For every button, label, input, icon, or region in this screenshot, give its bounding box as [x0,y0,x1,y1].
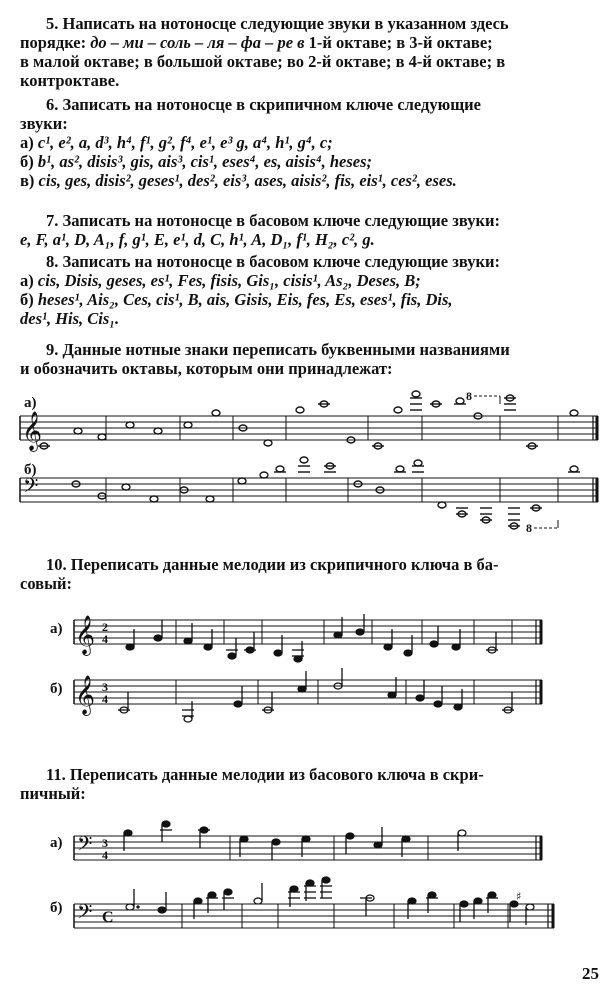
ex8-line1: 8. Записать на нотоносце в басовом ключе следующие звуки: [46,252,500,271]
ex11-label-a: а) [50,835,63,851]
ex9-staff-b [18,464,608,534]
treble-clef-icon: 𝄞 [75,615,96,655]
ex10-time-top-a: 2 [102,620,108,634]
ex11-staff-a [72,822,552,882]
exercise-11 [20,765,605,803]
bass-clef-icon: 𝄢 [77,832,93,860]
ex9-staff-a [18,389,608,458]
ex10-staff-a [72,612,552,672]
bass-clef-icon: 𝄢 [23,474,39,502]
bass-clef-icon: 𝄢 [77,900,93,928]
ex9-label-a: а) [24,395,37,411]
sharp-icon: ♯ [516,890,522,903]
ex6-item-c: в) cis, ges, disis², geses¹, des², eis³, ases, aisis², fis, eis¹, ces², eses. [20,171,457,190]
ex5-line2: порядке: до – ми – соль – ля – фа – ре в 1-й октаве; в 3-й октаве; [20,33,493,52]
ex9-line2: и обозначить октавы, которым они принадлежат: [20,359,393,378]
ex11-label-b: б) [50,900,63,916]
exercise-7 [20,211,605,249]
ex11-time-top-a: 3 [102,836,108,850]
page-number: 25 [582,964,599,983]
ex8-item-b-cont: des¹, His, Cis₁. [20,309,120,328]
ex7-line1: 7. Записать на нотоносце в басовом ключе следующие звуки: [46,211,500,230]
ex11-staff-b [72,882,562,946]
ex8-item-a: а) cis, Disis, geses, es¹, Fes, fisis, Gis₁, cisis¹, As₂, Deses, B; [20,271,421,290]
exercise-9 [20,340,605,378]
ex11-line2: пичный: [20,784,86,803]
ex9-ottava-b: 8 [526,521,532,535]
ex11-line1: 11. Переписать данные мелодии из басового ключа в скри- [46,765,484,784]
ex11-time-bottom-a: 4 [102,848,108,862]
ex10-line2: совый: [20,574,72,593]
ex9-line1: 9. Данные нотные знаки переписать буквенными названиями [46,340,510,359]
ex5-line4: контроктаве. [20,71,120,90]
treble-clef-icon: 𝄞 [22,411,43,451]
ex10-time-top-b: 3 [102,680,108,694]
exercise-10 [20,555,605,593]
ex10-staff-b [72,672,552,732]
ex10-time-bottom-a: 4 [102,632,108,646]
ex7-line2: e, F, a¹, D, A₁, f, g¹, E, e¹, d, C, h¹, A, D₁, f¹, H₂, c², g. [20,230,375,249]
exercise-6 [20,95,605,190]
ex6-item-a: а) c¹, e², a, d³, h⁴, f¹, g², f⁴, e¹, e³ g, a⁴, h¹, g⁴, c; [20,133,333,152]
ex10-time-bottom-b: 4 [102,692,108,706]
exercise-8 [20,252,605,328]
ex10-label-a: а) [50,621,63,637]
ex9-label-b: б) [24,462,37,478]
ex8-item-b: б) heses¹, Ais₂, Ces, cis¹, B, ais, Gisis, Eis, fes, Es, eses¹, fis, Dis, [20,290,453,309]
ex6-line2: звуки: [20,114,68,133]
treble-clef-icon: 𝄞 [75,675,96,715]
ex10-line1: 10. Переписать данные мелодии из скрипичного ключа в ба- [46,555,499,574]
ex6-line1: 6. Записать на нотоносце в скрипичном ключе следующие [46,95,481,114]
ex6-item-b: б) b¹, as², disis³, gis, ais³, cis¹, eses⁴, es, aisis⁴, heses; [20,152,373,171]
ex5-line1: 5. Написать на нотоносце следующие звуки в указанном здесь [46,14,509,33]
exercise-5 [20,14,605,90]
ex9-ottava-a: 8 [466,389,472,403]
ex11-time-c: C [102,909,114,926]
ex10-label-b: б) [50,681,63,697]
ex5-line3: в малой октаве; в большой октаве; во 2-й октаве; в 4-й октаве; в [20,52,506,71]
